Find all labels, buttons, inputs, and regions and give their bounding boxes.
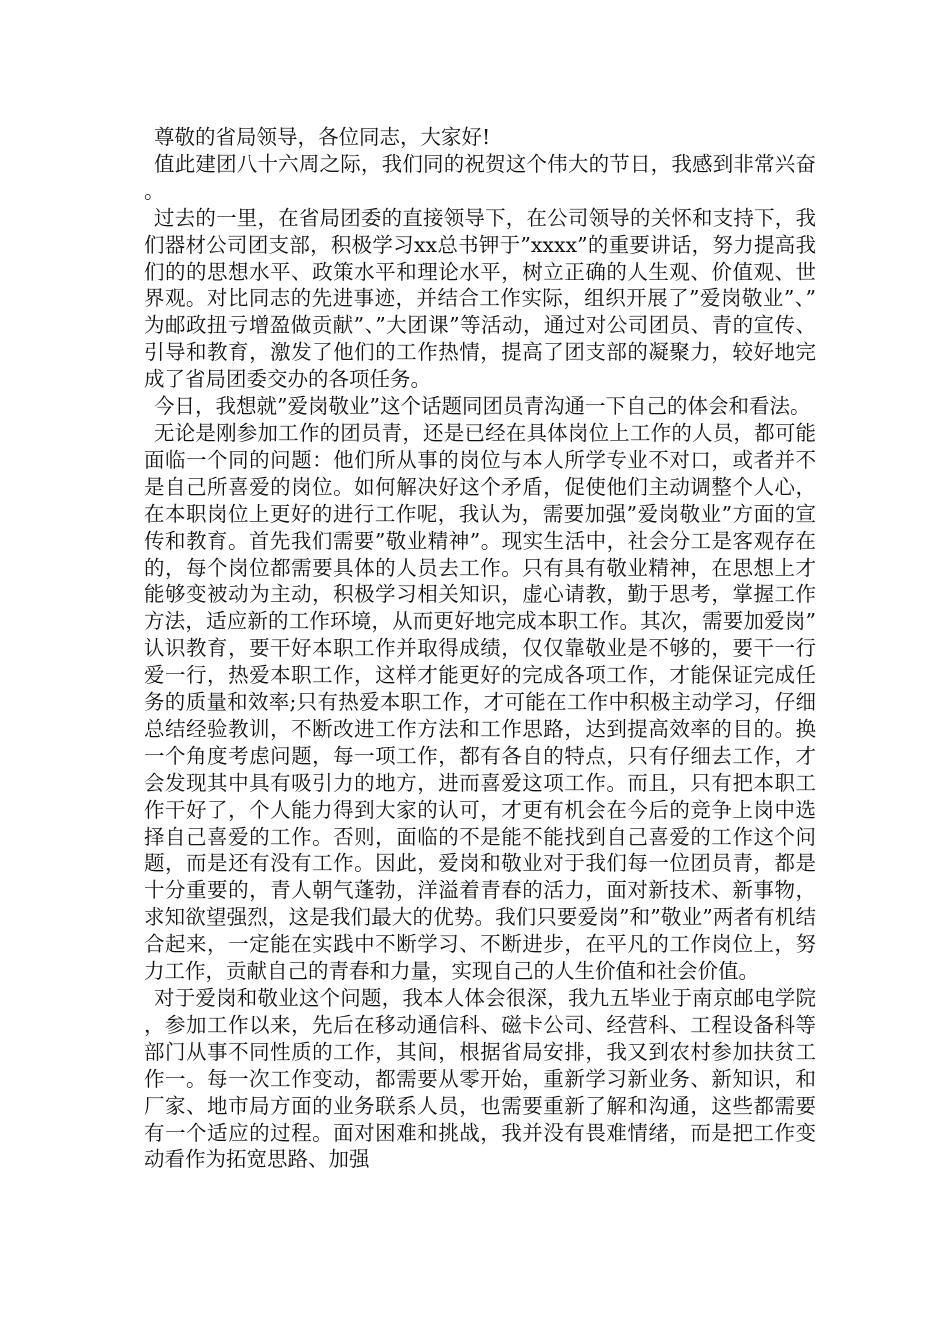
paragraph-review: 过去的一里，在省局团委的直接领导下，在公司领导的关怀和支持下，我们器材公司团支部，积极学习xx总书钾于”xxxx”的重要讲话，努力提高我们的的思想水平、政策水平和理论水平，树立正确的人生观、价值观、世界观。对比同志的先进事迹，并结合工作实际，组织开展了”爱岗敬业”、”为邮政扭亏增盈做贡献”、”大团课”等活动，通过对公司团员、青的宣传、引导和教育，激发了他们的工作热情，提高了团支部的凝聚力，较好地完成了省局团委交办的各项任务。	[144, 205, 816, 392]
paragraph-greeting: 尊敬的省局领导，各位同志，大家好!	[154, 125, 491, 149]
document-body	[144, 124, 816, 1173]
paragraph-experience: 对于爱岗和敬业这个问题，我本人体会很深，我九五毕业于南京邮电学院，参加工作以来，先后在移动通信科、磁卡公司、经营科、工程设备科等部门从事不同性质的工作，其间，根据省局安排，我又到农村参加扶贫工作一。每一次工作变动，都需要从零开始，重新学习新业务、新知识，和厂家、地市局方面的业务联系人员，也需要重新了解和沟通，这些都需要有一个适应的过程。面对困难和挑战，我并没有畏难情绪，而是把工作变动看作为拓宽思路、加强	[144, 986, 816, 1172]
paragraph-discussion: 无论是刚参加工作的团员青，还是已经在具体岗位上工作的人员，都可能面临一个同的问题：他们所从事的岗位与本人所学专业不对口，或者并不是自己所喜爱的岗位。如何解决好这个矛盾，促使他们主动调整个人心，在本职岗位上更好的进行工作呢，我认为，需要加强”爱岗敬业”方面的宣传和教育。首先我们需要”敬业精神”。现实生活中，社会分工是客观存在的，每个岗位都需要具体的人员去工作。只有具有敬业精神，在思想上才能够变被动为主动，积极学习相关知识，虚心请教，勤于思考，掌握工作方法，适应新的工作环境，从而更好地完成本职工作。其次，需要加爱岗”认识教育，要干好本职工作并取得成绩，仅仅靠敬业是不够的，要干一行爱一行，热爱本职工作，这样才能更好的完成各项工作，才能保证完成任务的质量和效率;只有热爱本职工作，才可能在工作中积极主动学习，仔细总结经验教训，不断改进工作方法和工作思路，达到提高效率的目的。换一个角度考虑问题，每一项工作，都有各自的特点，只有仔细去工作，才会发现其中具有吸引力的地方，进而喜爱这项工作。而且，只有把本职工作干好了，个人能力得到大家的认可，才更有机会在今后的竞争上岗中选择自己喜爱的工作。否则，面临的不是能不能找到自己喜爱的工作这个问题，而是还有没有工作。因此，爱岗和敬业对于我们每一位团员青，都是十分重要的，青人朝气蓬勃，洋溢着青春的活力，面对新技术、新事物，求知欲望强烈，这是我们最大的优势。我们只要爱岗”和”敬业”两者有机结合起来，一定能在实践中不断学习、不断进步，在平凡的工作岗位上，努力工作，贡献自己的青春和力量，实现自己的人生价值和社会价值。	[144, 420, 816, 984]
paragraph-opening: 值此建团八十六周之际，我们同的祝贺这个伟大的节日，我感到非常兴奋。	[144, 151, 816, 203]
paragraph-topic: 今日，我想就”爱岗敬业”这个话题同团员青沟通一下自己的体会和看法。	[154, 394, 811, 419]
